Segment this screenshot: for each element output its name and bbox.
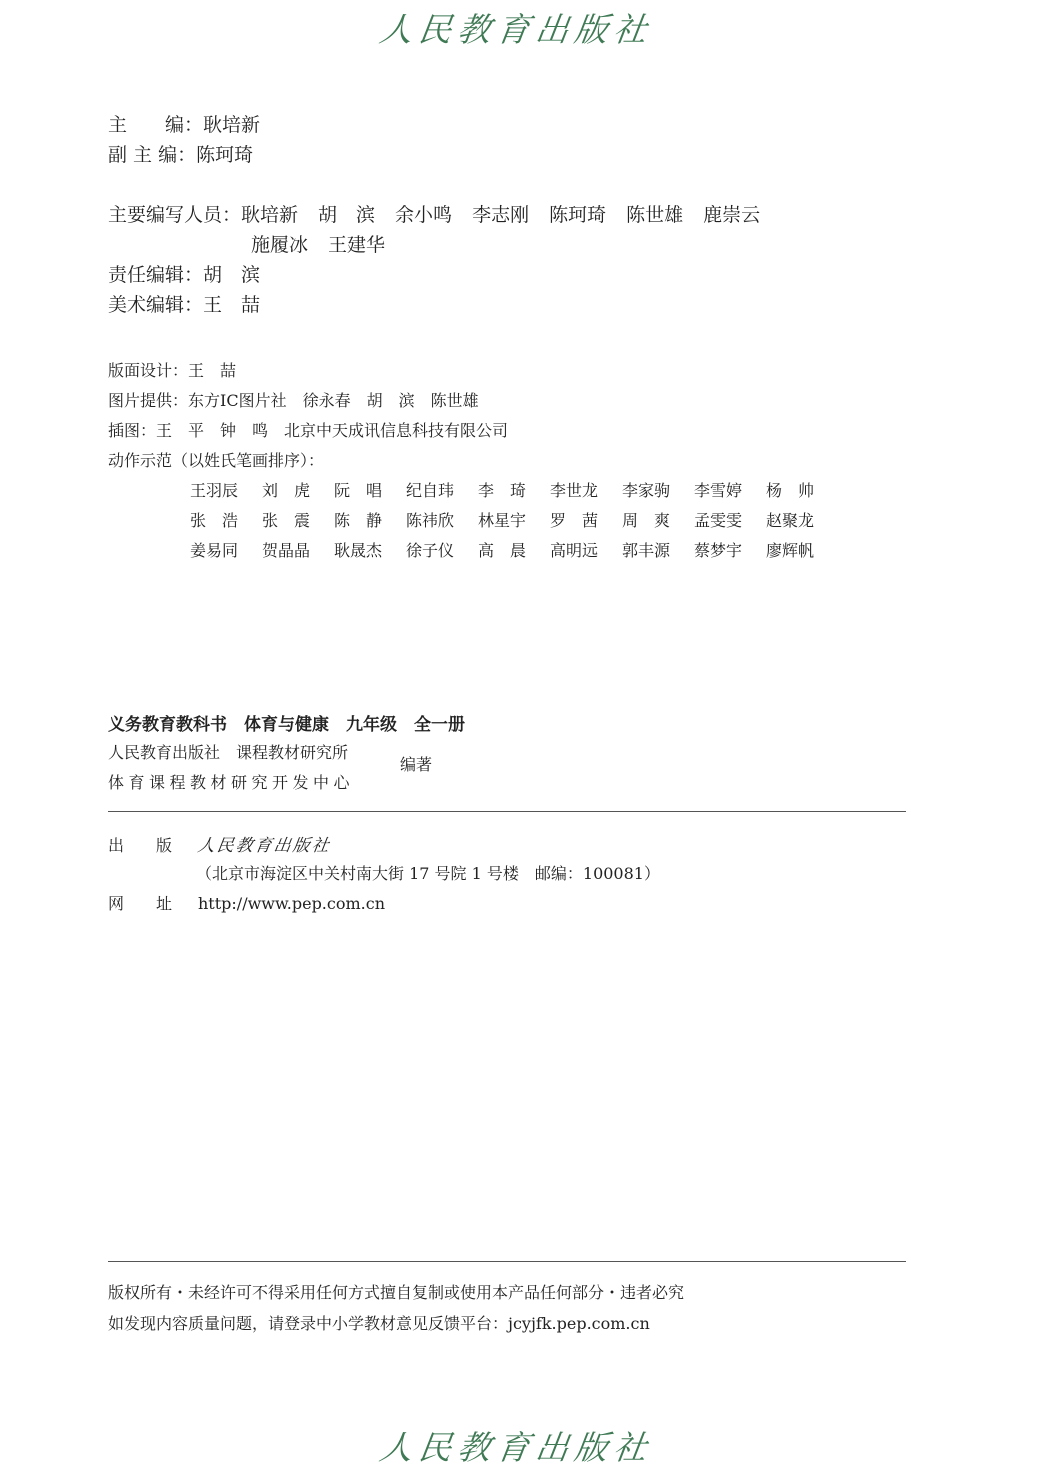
website-line (108, 891, 385, 914)
demo-name: 周 爽 (622, 511, 671, 530)
publisher-logo-top: 人民教育出版社 (377, 10, 656, 49)
publisher-logo-inline: 人民教育出版社 (196, 836, 333, 856)
art-editor-label: 美术编辑： (108, 294, 204, 316)
demo-row (190, 508, 838, 538)
demo-name: 廖辉帆 (766, 541, 815, 560)
demo-name: 杨 帅 (766, 481, 815, 500)
responsible-editor-line (108, 260, 260, 287)
publisher-label: 出 版 (108, 836, 173, 855)
demo-name: 耿晟杰 (334, 541, 383, 560)
demo-name: 王羽辰 (190, 481, 239, 500)
demo-name: 陈祎欣 (406, 511, 455, 530)
writer-name: 施履冰 (251, 234, 309, 256)
demo-label: 动作示范（以姓氏笔画排序）： (108, 451, 325, 470)
demo-name: 阮 唱 (334, 481, 383, 500)
writer-name: 李志刚 (472, 204, 530, 226)
demo-name: 郭丰源 (622, 541, 671, 560)
demo-name: 贺晶晶 (262, 541, 311, 560)
demo-name: 李家驹 (622, 481, 671, 500)
writer-name: 鹿崇云 (703, 204, 761, 226)
demo-name: 张 浩 (190, 511, 239, 530)
chief-editor-label: 主 编： (108, 114, 204, 136)
demo-name: 李雪婷 (694, 481, 743, 500)
demo-name: 陈 静 (334, 511, 383, 530)
publisher-logo-bottom: 人民教育出版社 (377, 1428, 656, 1467)
art-editor-name: 王 喆 (203, 294, 261, 316)
demo-name: 张 震 (262, 511, 311, 530)
deputy-editor-name: 陈珂琦 (196, 144, 254, 166)
demo-name: 纪自玮 (406, 481, 455, 500)
demo-name: 罗 茜 (550, 511, 599, 530)
writers-line-1 (108, 200, 780, 227)
writer-name: 王建华 (328, 234, 386, 256)
publisher-line (108, 831, 331, 856)
deputy-editor-line (108, 140, 253, 167)
responsible-editor-name: 胡 滨 (203, 264, 261, 286)
demo-name: 姜易同 (190, 541, 239, 560)
demo-name: 徐子仪 (406, 541, 455, 560)
website-label: 网 址 (108, 894, 173, 913)
demo-name: 高 晨 (478, 541, 527, 560)
divider-bottom (108, 1261, 906, 1262)
demo-name: 李世龙 (550, 481, 599, 500)
layout-design-credit: 版面设计：王 喆 (108, 361, 237, 380)
organization-line-2: 体育课程教材研究开发中心 (108, 773, 355, 792)
writers-names-1 (241, 204, 780, 226)
demo-row (190, 478, 838, 508)
demo-name: 蔡梦宇 (694, 541, 743, 560)
art-editor-line (108, 290, 260, 317)
chief-editor-name: 耿培新 (203, 114, 261, 136)
book-title: 义务教育教科书 体育与健康 九年级 全一册 (108, 715, 465, 735)
website-link[interactable]: http://www.pep.com.cn (198, 894, 386, 913)
writer-name: 胡 滨 (318, 204, 376, 226)
demo-name: 赵聚龙 (766, 511, 815, 530)
organization-line-1: 人民教育出版社 课程教材研究所 (108, 743, 349, 762)
writer-name: 陈珂琦 (549, 204, 607, 226)
demo-name: 刘 虎 (262, 481, 311, 500)
divider-top (108, 811, 906, 812)
copyright-notice: 版权所有・未经许可不得采用任何方式擅自复制或使用本产品任何部分・违者必究 (108, 1283, 685, 1302)
feedback-notice: 如发现内容质量问题，请登录中小学教材意见反馈平台：jcyjfk.pep.com.cn (108, 1314, 650, 1333)
writers-line-2 (251, 230, 405, 257)
writer-name: 耿培新 (241, 204, 299, 226)
compiling-organizations (108, 740, 354, 800)
deputy-editor-label: 副 主 编： (108, 144, 197, 166)
photo-credit: 图片提供：东方IC图片社 徐永春 胡 滨 陈世雄 (108, 391, 479, 410)
publisher-address: （北京市海淀区中关村南大街 17 号院 1 号楼 邮编：100081） (196, 864, 660, 883)
writer-name: 余小鸣 (395, 204, 453, 226)
illustration-credit: 插图：王 平 钟 鸣 北京中天成讯信息科技有限公司 (108, 421, 509, 440)
chief-editor-line (108, 110, 260, 137)
demo-row (190, 538, 838, 568)
demo-name: 李 琦 (478, 481, 527, 500)
compiled-by-label: 编著 (400, 755, 433, 774)
demo-name: 林星宇 (478, 511, 527, 530)
demo-name: 孟雯雯 (694, 511, 743, 530)
responsible-editor-label: 责任编辑： (108, 264, 204, 286)
writer-name: 陈世雄 (626, 204, 684, 226)
writers-label: 主要编写人员： (108, 204, 242, 226)
demo-name: 高明远 (550, 541, 599, 560)
demo-names-grid (190, 478, 838, 568)
